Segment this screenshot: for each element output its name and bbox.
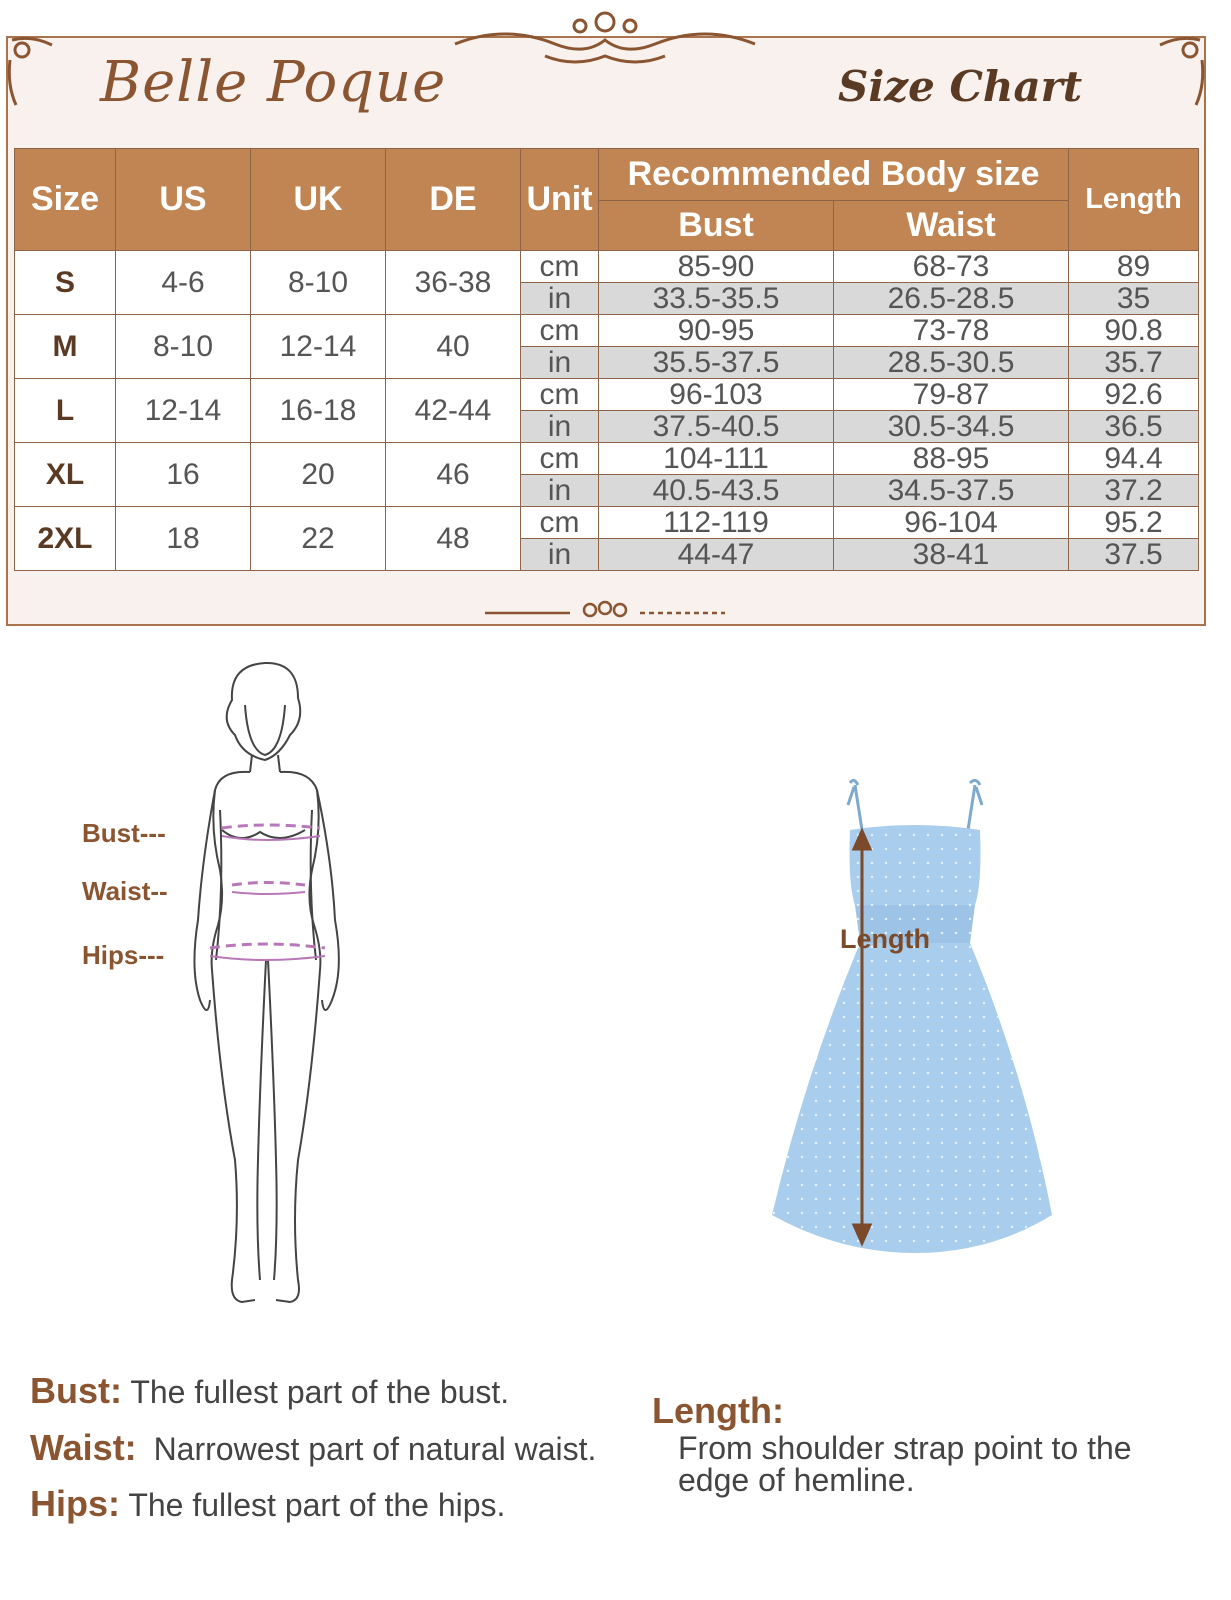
size-cell: 2XL xyxy=(15,507,116,571)
length-cell: 35 xyxy=(1069,283,1199,315)
unit-cell: in xyxy=(521,411,599,443)
waist-cell: 34.5-37.5 xyxy=(834,475,1069,507)
header-waist: Waist xyxy=(834,201,1069,251)
bust-cell: 44-47 xyxy=(599,539,834,571)
unit-cell: cm xyxy=(521,507,599,539)
de-cell: 40 xyxy=(386,315,521,379)
size-cell: S xyxy=(15,251,116,315)
waist-cell: 88-95 xyxy=(834,443,1069,475)
bust-cell: 85-90 xyxy=(599,251,834,283)
de-cell: 46 xyxy=(386,443,521,507)
unit-cell: cm xyxy=(521,443,599,475)
header-length: Length xyxy=(1069,149,1199,251)
table-row xyxy=(15,443,1199,475)
length-cell: 95.2 xyxy=(1069,507,1199,539)
legend-bust-term: Bust: xyxy=(30,1370,122,1411)
us-cell: 18 xyxy=(116,507,251,571)
dress-image-icon xyxy=(770,775,1060,1255)
header-recommended: Recommended Body size xyxy=(599,149,1069,201)
waist-cell: 38-41 xyxy=(834,539,1069,571)
bust-cell: 112-119 xyxy=(599,507,834,539)
unit-cell: in xyxy=(521,347,599,379)
us-cell: 12-14 xyxy=(116,379,251,443)
bust-cell: 90-95 xyxy=(599,315,834,347)
de-cell: 36-38 xyxy=(386,251,521,315)
table-row xyxy=(15,315,1199,347)
table-row xyxy=(15,251,1199,283)
legend-waist-term: Waist: xyxy=(30,1427,137,1468)
uk-cell: 8-10 xyxy=(251,251,386,315)
length-cell: 92.6 xyxy=(1069,379,1199,411)
bottom-ornament-icon xyxy=(480,598,730,628)
header-bust: Bust xyxy=(599,201,834,251)
legend-bust-desc: The fullest part of the bust. xyxy=(130,1374,510,1410)
length-cell: 90.8 xyxy=(1069,315,1199,347)
length-cell: 36.5 xyxy=(1069,411,1199,443)
unit-cell: cm xyxy=(521,379,599,411)
bust-cell: 33.5-35.5 xyxy=(599,283,834,315)
length-cell: 94.4 xyxy=(1069,443,1199,475)
bust-cell: 96-103 xyxy=(599,379,834,411)
legend-length-term: Length: xyxy=(652,1390,784,1431)
header-us: US xyxy=(116,149,251,251)
uk-cell: 22 xyxy=(251,507,386,571)
waist-cell: 73-78 xyxy=(834,315,1069,347)
unit-cell: cm xyxy=(521,315,599,347)
table-row xyxy=(15,379,1199,411)
header-de: DE xyxy=(386,149,521,251)
us-cell: 8-10 xyxy=(116,315,251,379)
waist-cell: 30.5-34.5 xyxy=(834,411,1069,443)
unit-cell: in xyxy=(521,283,599,315)
waist-cell: 96-104 xyxy=(834,507,1069,539)
legend-hips-term: Hips: xyxy=(30,1483,120,1524)
uk-cell: 12-14 xyxy=(251,315,386,379)
bust-cell: 104-111 xyxy=(599,443,834,475)
size-cell: L xyxy=(15,379,116,443)
legend-length-desc: From shoulder strap point to the edge of hemline. xyxy=(678,1430,1132,1498)
bust-cell: 35.5-37.5 xyxy=(599,347,834,379)
length-cell: 89 xyxy=(1069,251,1199,283)
length-label: Length xyxy=(840,924,930,954)
right-corner-ornament-icon xyxy=(1150,30,1210,110)
size-table xyxy=(14,148,1199,571)
length-cell: 37.2 xyxy=(1069,475,1199,507)
waist-cell: 79-87 xyxy=(834,379,1069,411)
uk-cell: 16-18 xyxy=(251,379,386,443)
legend-hips xyxy=(30,1483,505,1525)
unit-cell: in xyxy=(521,539,599,571)
top-ornament-icon xyxy=(445,4,765,74)
brand-logo: Belle Poque xyxy=(100,50,447,115)
us-cell: 4-6 xyxy=(116,251,251,315)
waist-cell: 28.5-30.5 xyxy=(834,347,1069,379)
header-size: Size xyxy=(15,149,116,251)
size-cell: M xyxy=(15,315,116,379)
waist-label: Waist-- xyxy=(82,876,168,906)
waist-cell: 68-73 xyxy=(834,251,1069,283)
bust-cell: 37.5-40.5 xyxy=(599,411,834,443)
chart-title: Size Chart xyxy=(838,62,1083,111)
uk-cell: 20 xyxy=(251,443,386,507)
size-cell: XL xyxy=(15,443,116,507)
legend-bust xyxy=(30,1370,509,1412)
hips-label: Hips--- xyxy=(82,940,165,970)
header-uk: UK xyxy=(251,149,386,251)
bust-label: Bust--- xyxy=(82,818,166,848)
de-cell: 48 xyxy=(386,507,521,571)
bust-cell: 40.5-43.5 xyxy=(599,475,834,507)
us-cell: 16 xyxy=(116,443,251,507)
length-cell: 37.5 xyxy=(1069,539,1199,571)
length-cell: 35.7 xyxy=(1069,347,1199,379)
waist-cell: 26.5-28.5 xyxy=(834,283,1069,315)
left-corner-ornament-icon xyxy=(2,30,62,110)
legend-hips-desc: The fullest part of the hips. xyxy=(128,1487,506,1523)
unit-cell: cm xyxy=(521,251,599,283)
legend-waist-desc: Narrowest part of natural waist. xyxy=(153,1431,597,1467)
table-row xyxy=(15,507,1199,539)
legend-waist xyxy=(30,1427,596,1469)
unit-cell: in xyxy=(521,475,599,507)
body-figure-icon xyxy=(180,660,360,1310)
header-unit: Unit xyxy=(521,149,599,251)
de-cell: 42-44 xyxy=(386,379,521,443)
